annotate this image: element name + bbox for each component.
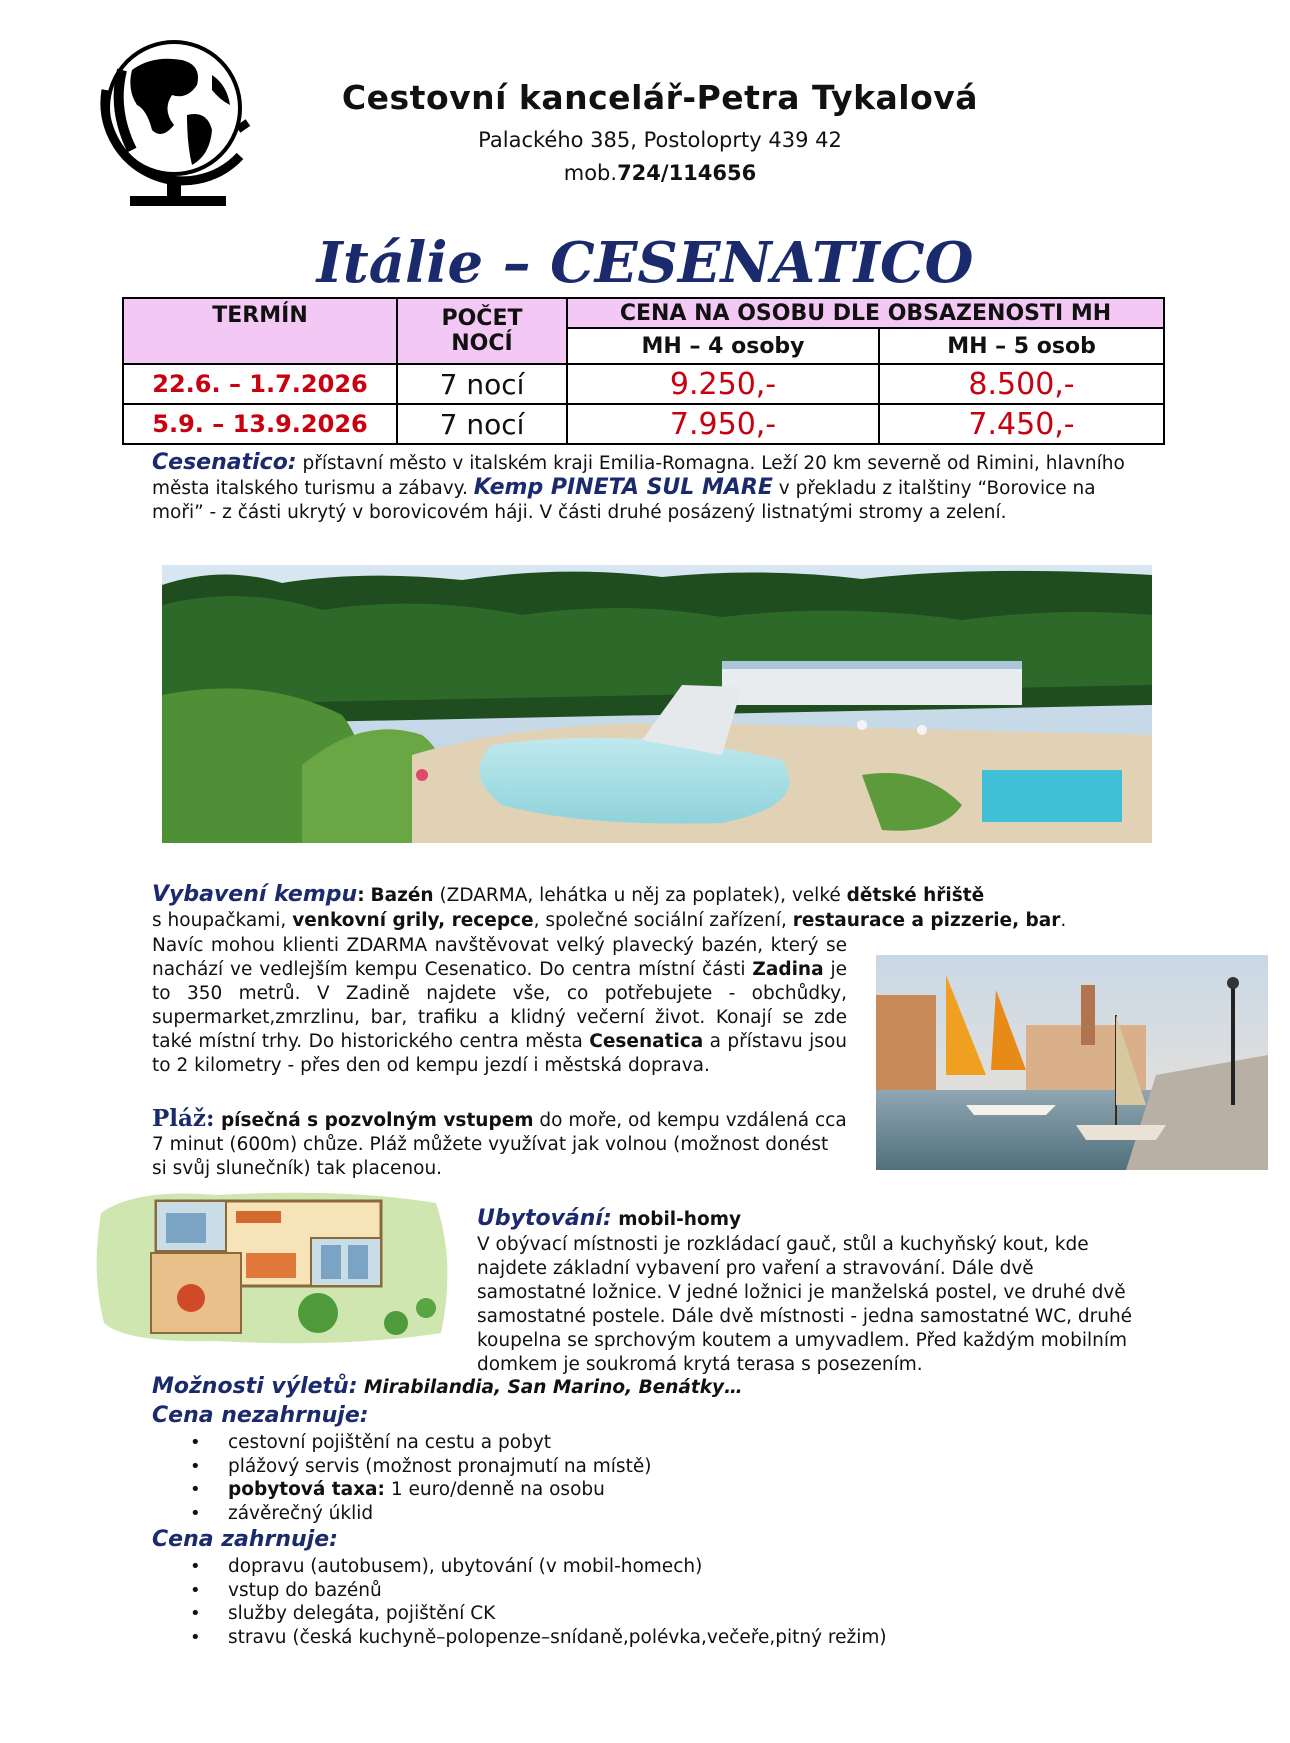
beach-paragraph: Pláž: písečná s pozvolným vstupem do moře, od kempu vzdálená cca 7 minut (600m) chůze. Pláž můžete využívat jak volnou (možnost donést si svůj slunečník) tak placenou. [152, 1105, 847, 1179]
accommodation-heading: Ubytování: mobil-homy [477, 1206, 742, 1231]
agency-name: Cestovní kancelář-Petra Tykalová [341, 78, 979, 117]
list-item: • cestovní pojištění na cestu a pobyt [152, 1431, 1052, 1455]
intro-paragraph: Cesenatico: přístavní město v italském kraji Emilia-Romagna. Leží 20 km severně od Rimini, hlavního města italského turismu a zábavy. Kemp PINETA SUL MARE v překladu z italštiny “Borovice na moři” - z části ukrytý v borovicovém háji. V části druhé posázený listnatými stromy a zelení. [152, 450, 1125, 523]
agency-address: Palackého 385, Postoloprty 439 42 [478, 128, 842, 152]
price-mh4-cell: 9.250,- [567, 364, 879, 404]
term-cell: 5.9. – 13.9.2026 [123, 404, 397, 444]
floorplan-image [96, 1183, 456, 1348]
price-mh5-cell: 8.500,- [879, 364, 1164, 404]
term-cell: 22.6. – 1.7.2026 [123, 364, 397, 404]
not-included-list [152, 1431, 1052, 1525]
agency-phone: mob.724/114656 [563, 161, 757, 185]
list-item: • vstup do bazénů [152, 1579, 1152, 1603]
price-mh5-cell: 7.450,- [879, 404, 1164, 444]
list-item: • závěrečný úklid [152, 1502, 1052, 1526]
nights-cell: 7 nocí [397, 364, 567, 404]
list-item: • stravu (česká kuchyně–polopenze–snídaně,polévka,večeře,pitný režim) [152, 1626, 1152, 1650]
trips-line: Možnosti výletů: Mirabilandia, San Marino, Benátky… [152, 1374, 743, 1399]
col-mh4-header: MH – 4 osoby [567, 328, 879, 364]
harbor-photo [876, 955, 1268, 1170]
col-price-header: CENA NA OSOBU DLE OBSAZENOSTI MH [567, 298, 1164, 328]
included-heading: Cena zahrnuje: [152, 1527, 338, 1552]
col-term-header: TERMÍN [123, 298, 397, 364]
equipment-line-1: Vybavení kempu: Bazén (ZDARMA, lehátka u něj za poplatek), velké dětské hřiště [152, 882, 985, 907]
camp-photo [162, 565, 1152, 843]
col-nights-header: POČET NOCÍ [397, 298, 567, 364]
page-title: Itálie – CESENATICO [316, 230, 974, 296]
list-item: • služby delegáta, pojištění CK [152, 1602, 1152, 1626]
not-included-heading: Cena nezahrnuje: [152, 1403, 369, 1428]
list-item: • dopravu (autobusem), ubytování (v mobil-homech) [152, 1555, 1152, 1579]
accommodation-paragraph: V obývací místnosti je rozkládací gauč, stůl a kuchyňský kout, kde najdete základní vybavení pro vaření a stravování. Dále dvě samostatné ložnice. V jedné ložnici je manželská postel, ve druhé dvě samostatné postele. Dále dvě místnosti - jedna samostatné WC, druhé koupelna se sprchovým koutem a umyvadlem. Před každým mobilním domkem je soukromá krytá terasa s posezením. [477, 1234, 1133, 1375]
table-row [123, 404, 1164, 444]
globe-logo-icon [92, 30, 272, 210]
price-table [122, 297, 1165, 445]
table-row [123, 364, 1164, 404]
list-item: • pobytová taxa: 1 euro/denně na osobu [152, 1478, 1052, 1502]
price-mh4-cell: 7.950,- [567, 404, 879, 444]
list-item: • plážový servis (možnost pronajmutí na místě) [152, 1455, 1052, 1479]
equipment-line-2: s houpačkami, venkovní grily, recepce, společné sociální zařízení, restaurace a pizzerie, bar. [152, 910, 1067, 931]
nights-cell: 7 nocí [397, 404, 567, 444]
col-mh5-header: MH – 5 osob [879, 328, 1164, 364]
included-list [152, 1555, 1152, 1649]
equipment-paragraph: Navíc mohou klienti ZDARMA navštěvovat velký plavecký bazén, který se nachází ve vedlejším kempu Cesenatico. Do centra místní části Zadina je to 350 metrů. V Zadině najdete vše, co potřebujete - obchůdky, supermarket,zmrzlinu, bar, trafiku a klidný večerní život. Konají se zde také místní trhy. Do historického centra města Cesenatica a přístavu jsou to 2 kilometry - přes den od kempu jezdí i městská doprava. [152, 935, 847, 1076]
